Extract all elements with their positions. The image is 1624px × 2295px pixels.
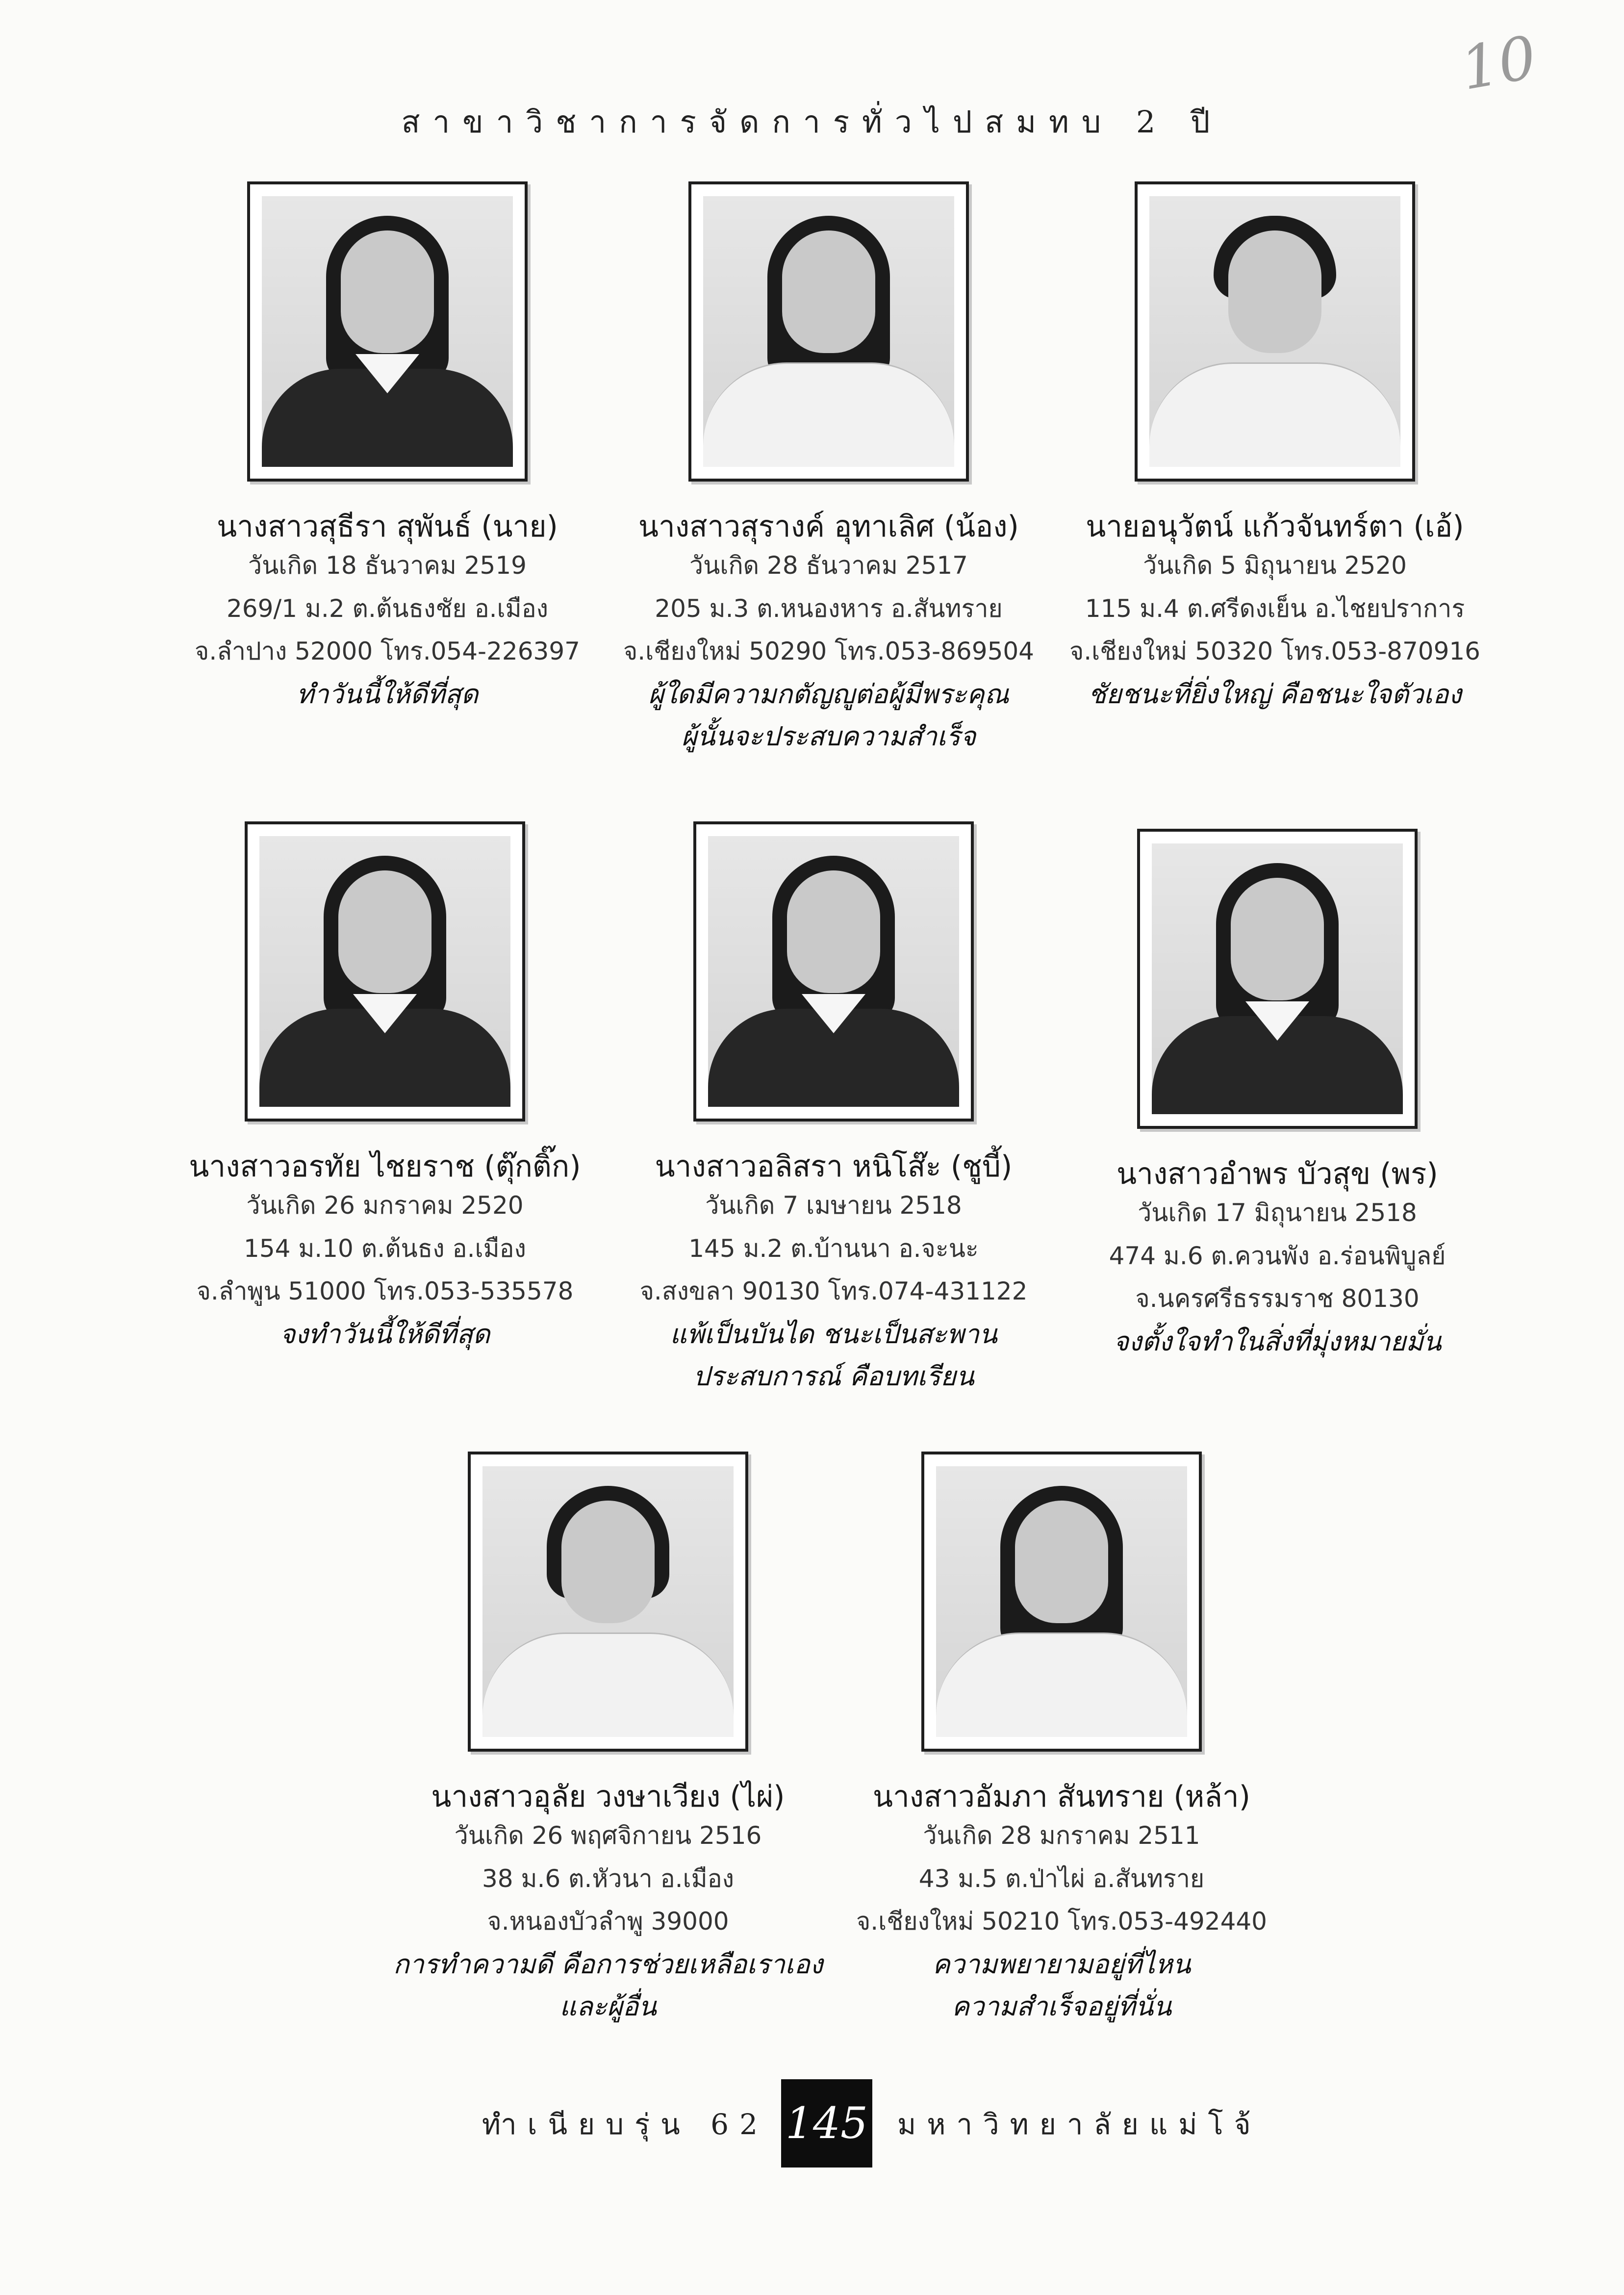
student-address: 43 ม.5 ต.ป่าไผ่ อ.สันทราย: [918, 1864, 1205, 1893]
page-heading: สาขาวิชาการจัดการทั่วไปสมทบ 2 ปี: [401, 104, 1223, 140]
student-address: 269/1 ม.2 ต.ต้นธงชัย อ.เมือง: [226, 594, 549, 623]
student-birthdate: วันเกิด 28 มกราคม 2511: [923, 1821, 1200, 1850]
student-birthdate: วันเกิด 18 ธันวาคม 2519: [248, 551, 527, 580]
footer-university-label: มหาวิทยาลัยแม่โจ้: [897, 2108, 1262, 2141]
student-name: นางสาวอลิสรา หนิโส๊ะ (ชูบี้): [655, 1149, 1013, 1184]
student-birthdate: วันเกิด 26 พฤศจิกายน 2516: [454, 1821, 762, 1850]
student-motto: การทำความดี คือการช่วยเหลือเราเอง: [393, 1948, 823, 1980]
student-address: 38 ม.6 ต.หัวนา อ.เมือง: [482, 1864, 735, 1893]
student-address-phone: จ.เชียงใหม่ 50210 โทร.053-492440: [856, 1907, 1267, 1936]
student-address-phone: จ.หนองบัวลำพู 39000: [487, 1907, 729, 1936]
student-address-phone: จ.เชียงใหม่ 50320 โทร.053-870916: [1069, 637, 1480, 665]
student-address: 145 ม.2 ต.บ้านนา อ.จะนะ: [688, 1234, 979, 1263]
student-name: นางสาวสุธีรา สุพันธ์ (นาย): [217, 510, 558, 544]
student-card: [1030, 181, 1520, 715]
student-card: [363, 1452, 853, 2028]
student-name: นางสาวอำพร บัวสุข (พร): [1116, 1157, 1438, 1191]
student-photo: [1137, 829, 1418, 1129]
student-motto: จงทำวันนี้ให้ดีที่สุด: [279, 1318, 490, 1350]
student-birthdate: วันเกิด 7 เมษายน 2518: [705, 1191, 962, 1220]
student-card: [816, 1452, 1307, 2028]
student-birthdate: วันเกิด 5 มิถุนายน 2520: [1143, 551, 1407, 580]
student-photo: [1135, 181, 1415, 482]
student-motto-cont: และผู้อื่น: [559, 1990, 657, 2022]
student-motto: แพ้เป็นบันได ชนะเป็นสะพาน: [670, 1318, 997, 1350]
student-birthdate: วันเกิด 28 ธันวาคม 2517: [689, 551, 968, 580]
student-photo: [245, 821, 525, 1122]
student-photo: [688, 181, 969, 482]
student-name: นางสาวอรทัย ไชยราช (ตุ๊กติ๊ก): [189, 1149, 581, 1184]
student-motto: จงตั้งใจทำในสิ่งที่มุ่งหมายมั่น: [1113, 1326, 1442, 1357]
student-address: 205 ม.3 ต.หนองหาร อ.สันทราย: [655, 594, 1003, 623]
student-motto: ผู้ใดมีความกตัญญูต่อผู้มีพระคุณ: [648, 678, 1009, 710]
student-card: [1032, 829, 1522, 1363]
student-photo: [468, 1452, 748, 1752]
student-card: [588, 821, 1079, 1398]
student-address-phone: จ.เชียงใหม่ 50290 โทร.053-869504: [623, 637, 1034, 665]
page-footer: [0, 2079, 1624, 2168]
student-motto: ความพยายามอยู่ที่ไหน: [932, 1948, 1191, 1980]
student-address: 115 ม.4 ต.ศรีดงเย็น อ.ไชยปราการ: [1085, 594, 1465, 623]
student-address-phone: จ.สงขลา 90130 โทร.074-431122: [639, 1277, 1028, 1305]
student-address: 154 ม.10 ต.ต้นธง อ.เมือง: [244, 1234, 526, 1263]
handwritten-page-mark: 10: [1456, 23, 1542, 104]
student-name: นางสาวอุลัย วงษาเวียง (ไผ่): [431, 1780, 785, 1814]
student-motto: ทำวันนี้ให้ดีที่สุด: [296, 678, 479, 710]
student-photo: [247, 181, 528, 482]
student-address-phone: จ.นครศรีธรรมราช 80130: [1135, 1284, 1420, 1313]
student-motto-cont: ประสบการณ์ คือบทเรียน: [693, 1360, 974, 1392]
student-name: นายอนุวัตน์ แก้วจันทร์ตา (เอ้): [1086, 510, 1464, 544]
student-address: 474 ม.6 ต.ควนพัง อ.ร่อนพิบูลย์: [1109, 1241, 1446, 1270]
student-photo: [921, 1452, 1202, 1752]
student-card: [142, 181, 633, 715]
student-name: นางสาวสุรางค์ อุทาเลิศ (น้อง): [638, 510, 1019, 544]
student-motto-cont: ผู้นั้นจะประสบความสำเร็จ: [681, 720, 976, 752]
student-motto: ชัยชนะที่ยิ่งใหญ่ คือชนะใจตัวเอง: [1088, 678, 1462, 710]
page-number: 145: [781, 2079, 872, 2168]
student-address-phone: จ.ลำปาง 52000 โทร.054-226397: [195, 637, 580, 665]
student-motto-cont: ความสำเร็จอยู่ที่นั่น: [951, 1990, 1172, 2022]
student-address-phone: จ.ลำพูน 51000 โทร.053-535578: [196, 1277, 574, 1305]
student-photo: [693, 821, 974, 1122]
student-name: นางสาวอัมภา สันทราย (หล้า): [872, 1780, 1251, 1814]
student-card: [140, 821, 630, 1355]
footer-yearbook-label: ทำเนียบรุ่น 62: [482, 2108, 768, 2141]
student-card: [584, 181, 1074, 758]
student-birthdate: วันเกิด 26 มกราคม 2520: [246, 1191, 524, 1220]
student-birthdate: วันเกิด 17 มิถุนายน 2518: [1138, 1198, 1417, 1227]
